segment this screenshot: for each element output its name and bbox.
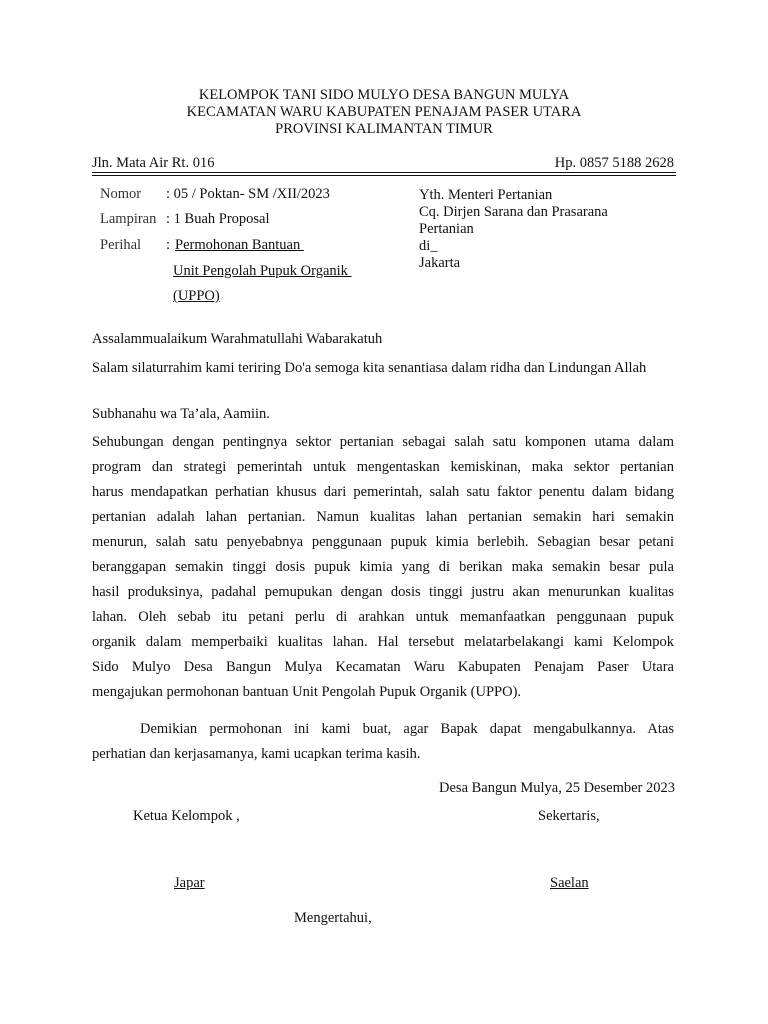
secretary-title: Sekertaris,	[538, 808, 600, 824]
paragraph-line: Sido Mulyo Desa Bangun Mulya Kecamatan Waru Kabupaten Penajam Paser Utara	[92, 659, 674, 675]
nomor-value: : 05 / Poktan- SM /XII/2023	[166, 186, 330, 202]
paragraph-line: program dan strategi pemerintah untuk mengentaskan kemiskinan, maka sektor pertanian	[92, 459, 674, 475]
paragraph-line: pertanian adalah lahan pertanian. Namun kualitas lahan pertanian semakin hari semakin	[92, 509, 674, 525]
lampiran-value: : 1 Buah Proposal	[166, 211, 270, 227]
perihal-line-2: Unit Pengolah Pupuk Organik	[173, 263, 352, 279]
greeting: Assalammualaikum Warahmatullahi Wabarakatuh	[92, 331, 383, 347]
letterhead-province: PROVINSI KALIMANTAN TIMUR	[275, 121, 493, 137]
perihal-line-1: Permohonan Bantuan	[175, 237, 304, 253]
secretary-name: Saelan	[550, 875, 589, 891]
recipient-line-3: Pertanian	[419, 221, 474, 237]
letterhead-contact-row	[92, 153, 674, 173]
letterhead-org-name: KELOMPOK TANI SIDO MULYO DESA BANGUN MULYA	[198, 87, 570, 103]
letterhead-phone: Hp. 0857 5188 2628	[554, 155, 674, 171]
closing-line-2: perhatian dan kerjasamanya, kami ucapkan terima kasih.	[92, 746, 421, 762]
recipient-line-2: Cq. Dirjen Sarana dan Prasarana	[419, 204, 608, 220]
letter-date: Desa Bangun Mulya, 25 Desember 2023	[439, 780, 675, 796]
paragraph-line: menurun, salah satu penyebabnya penggunaan pupuk kimia berlebih. Sebagian besar petani	[92, 534, 674, 550]
paragraph-line: harus mendapatkan perhatian khusus dari pemerintah, salah satu faktor penentu dalam bidang	[92, 484, 674, 500]
letterhead-district: KECAMATAN WARU KABUPATEN PENAJAM PASER UTARA	[186, 104, 582, 120]
recipient-block	[419, 187, 608, 272]
paragraph-line: Sehubungan dengan pentingnya sektor pertanian sebagai salah satu komponen utama dalam	[92, 434, 674, 450]
paragraph-line: organik dalam memperbaiki kualitas lahan. Hal tersebut melatarbelakangi kami Kelompok	[92, 634, 674, 650]
closing-paragraph	[92, 717, 674, 767]
perihal-label: Perihal	[100, 237, 142, 253]
nomor-label: Nomor	[100, 186, 142, 202]
main-paragraph	[92, 430, 674, 705]
recipient-line-4: di_	[419, 238, 438, 254]
paragraph-line: lahan. Oleh sebab itu petani perlu di arahkan untuk memanfaatkan penggunaan pupuk	[92, 609, 674, 625]
perihal-line-3: (UPPO)	[173, 288, 220, 304]
lampiran-label: Lampiran	[100, 211, 157, 227]
paragraph-line: hasil produksinya, padahal pemupukan dengan dosis tinggi justru akan menurunkan kualitas	[92, 584, 674, 600]
recipient-line-5: Jakarta	[419, 255, 461, 271]
letterhead-address: Jln. Mata Air Rt. 016	[92, 155, 215, 171]
subhanahu-line: Subhanahu wa Ta’ala, Aamiin.	[92, 406, 270, 422]
letterhead-rule-bottom	[92, 175, 676, 176]
acknowledged-label: Mengertahui,	[294, 910, 372, 926]
paragraph-line: beranggapan semakin tinggi dosis pupuk kimia yang di berikan maka semakin besar pula	[92, 559, 674, 575]
chairman-title: Ketua Kelompok ,	[133, 808, 240, 824]
letterhead-rule-top	[92, 172, 676, 173]
recipient-line-1: Yth. Menteri Pertanian	[419, 187, 553, 203]
chairman-name: Japar	[174, 875, 205, 891]
closing-line-1: Demikian permohonan ini kami buat, agar Bapak dapat mengabulkannya. Atas	[140, 721, 674, 737]
paragraph-line: mengajukan permohonan bantuan Unit Pengolah Pupuk Organik (UPPO).	[92, 684, 522, 700]
perihal-colon: :	[166, 237, 171, 253]
salam-paragraph: Salam silaturrahim kami teriring Do'a semoga kita senantiasa dalam ridha dan Lindungan Allah	[92, 360, 647, 376]
